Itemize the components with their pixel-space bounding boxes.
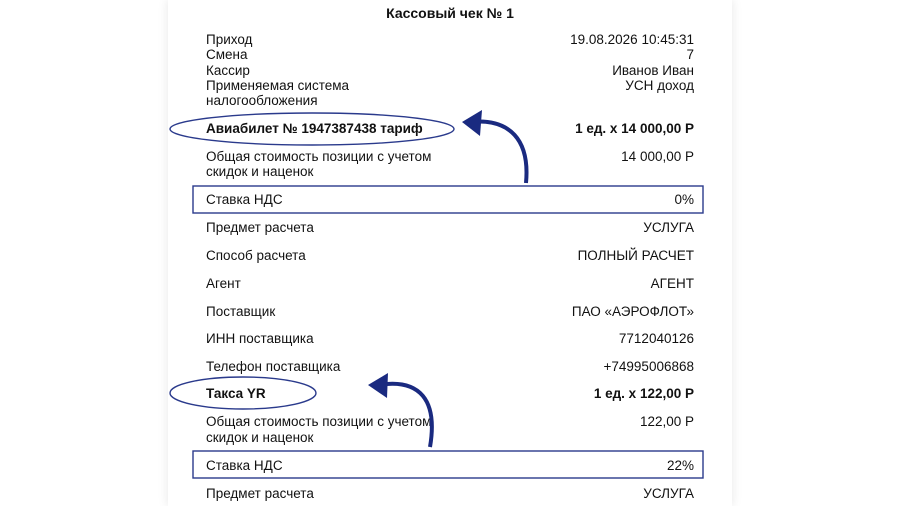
item1-method-label: Способ расчета	[206, 248, 306, 263]
item1-vat-label: Ставка НДС	[206, 192, 283, 207]
item2-total-label: Общая стоимость позиции с учетом	[206, 414, 432, 429]
item2-vat-label: Ставка НДС	[206, 458, 283, 473]
item1-supplier-value: ПАО «АЭРОФЛОТ»	[571, 304, 694, 319]
operation-label: Приход	[206, 32, 253, 47]
item2-qty: 1 ед. x 122,00 Р	[593, 386, 694, 401]
operation-datetime: 19.08.2026 10:45:31	[570, 32, 694, 47]
item1-phone-value: +74995006868	[603, 359, 694, 374]
tax-system-value: УСН доход	[625, 78, 694, 93]
tax-system-label: Применяемая система	[206, 78, 350, 93]
receipt	[168, 0, 732, 506]
cashier-label: Кассир	[206, 63, 250, 78]
shift-value: 7	[686, 47, 694, 62]
item1-total-value: 14 000,00 Р	[621, 149, 694, 164]
receipt-title: Кассовый чек № 1	[386, 5, 514, 21]
item2-vat-value: 22%	[666, 458, 694, 473]
item1-agent-value: АГЕНТ	[650, 276, 694, 291]
item2-name: Такса YR	[206, 386, 266, 401]
item1-subject-label: Предмет расчета	[206, 220, 314, 235]
item2-subject-value: УСЛУГА	[643, 486, 694, 501]
item1-subject-value: УСЛУГА	[643, 220, 694, 235]
item1-total-label-line2: скидок и наценок	[206, 164, 314, 179]
item1-total-label: Общая стоимость позиции с учетом	[206, 149, 432, 164]
shift-label: Смена	[206, 47, 248, 62]
item1-phone-label: Телефон поставщика	[206, 359, 341, 374]
item2-subject-label: Предмет расчета	[206, 486, 314, 501]
item1-qty: 1 ед. x 14 000,00 Р	[575, 121, 694, 136]
item1-vat-value: 0%	[674, 192, 694, 207]
item1-inn-label: ИНН поставщика	[206, 331, 314, 346]
item2-total-value: 122,00 Р	[639, 414, 694, 429]
item2-total-label-line2: скидок и наценок	[206, 430, 314, 445]
item1-supplier-label: Поставщик	[206, 304, 276, 319]
item1-name: Авиабилет № 1947387438 тариф	[206, 121, 423, 136]
tax-system-label-line2: налогообложения	[206, 93, 318, 108]
cashier-value: Иванов Иван	[612, 63, 694, 78]
item1-agent-label: Агент	[206, 276, 241, 291]
item1-inn-value: 7712040126	[618, 331, 694, 346]
item1-method-value: ПОЛНЫЙ РАСЧЕТ	[577, 248, 694, 263]
